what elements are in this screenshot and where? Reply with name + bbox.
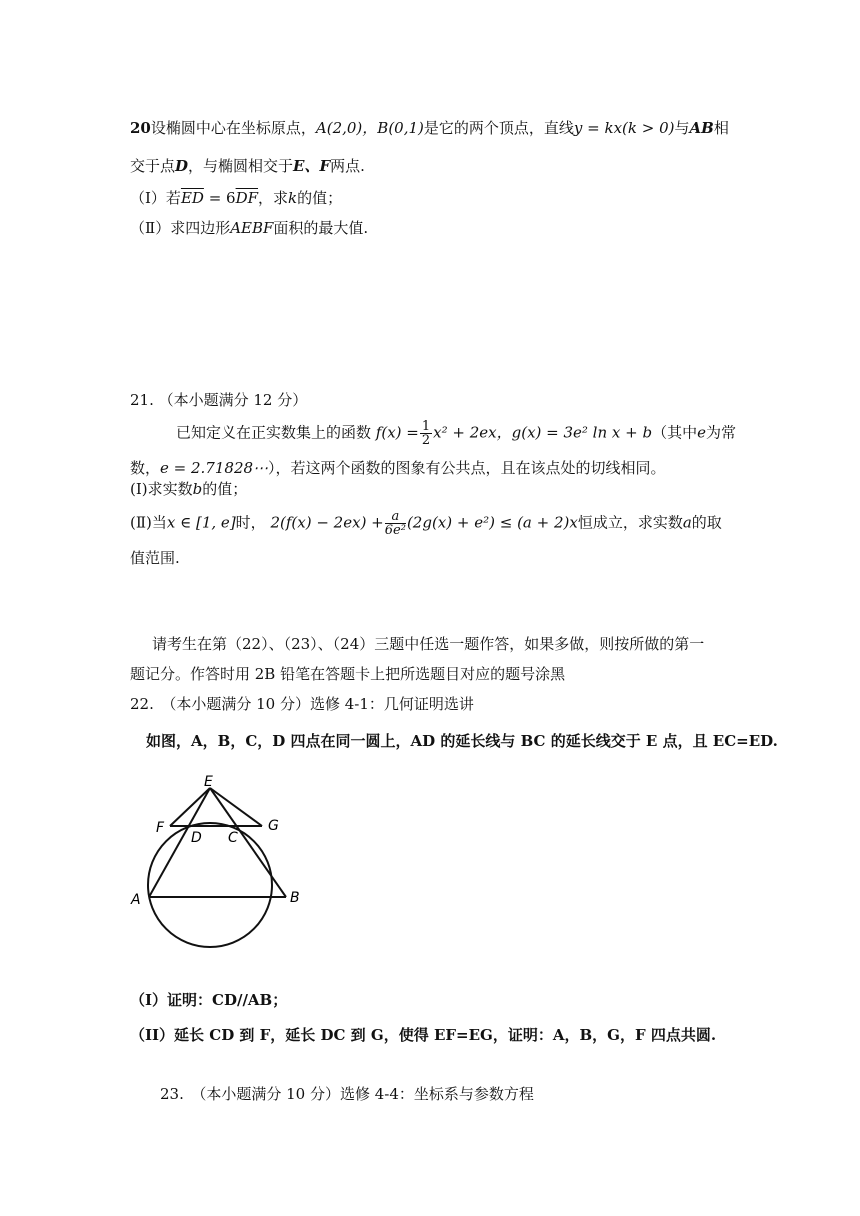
- q21-line-2: 数，e = 2.71828⋯），若这两个函数的图象有公共点，且在该点处的切线相同。: [130, 459, 666, 477]
- q22-part-1: （I）证明：CD//AB；: [130, 991, 288, 1009]
- q21-part-2: (Ⅱ)当x ∈ [1, e]时， 2(f(x) − 2ex) + $\frac{a}{\text{6e²}}$ (2g(x) + e²) ≤ (a + 2)x恒成立，求实数a的取: [130, 509, 722, 538]
- label-D: D: [191, 830, 202, 846]
- q23-heading: 23. （本小题满分 10 分）选修 4-4：坐标系与参数方程: [160, 1085, 534, 1103]
- fraction-a-over-6e2: $\frac{a}{\text{6e²}}$: [384, 509, 406, 538]
- q22-heading: 22. （本小题满分 10 分）选修 4-1：几何证明选讲: [130, 695, 474, 713]
- fraction-half: $\frac{1}{2}$: [421, 419, 431, 448]
- q20-part-1: （Ⅰ）若$\overline{ED} = 6\overline{DF}$，求k的值；: [130, 189, 343, 207]
- segment-EF: [170, 788, 210, 826]
- label-C: C: [228, 830, 238, 846]
- geometry-figure: [128, 772, 308, 982]
- label-E: E: [204, 774, 213, 790]
- q20-part-2: （Ⅱ）求四边形AEBF面积的最大值.: [130, 219, 369, 237]
- label-F: F: [156, 820, 165, 836]
- q21-heading: 21. （本小题满分 12 分）: [130, 391, 308, 409]
- q20-line-1: 20设椭圆中心在坐标原点，A(2,0)，B(0,1)是它的两个顶点，直线y = kx(k > 0)与AB相: [130, 119, 729, 137]
- q20-number: 20: [130, 119, 151, 137]
- label-B: B: [290, 890, 300, 906]
- instruction-line-1: 请考生在第（22）、（23）、（24）三题中任选一题作答，如果多做，则按所做的第一: [152, 635, 705, 653]
- label-A: A: [131, 892, 141, 908]
- segment-EG: [210, 788, 262, 826]
- q21-part-1: (Ⅰ)求实数b的值；: [130, 480, 248, 498]
- instruction-line-2: 题记分。作答时用 2B 铅笔在答题卡上把所选题目对应的题号涂黑: [130, 665, 566, 683]
- circle: [148, 823, 272, 947]
- segment-EB: [210, 788, 286, 897]
- q22-part-2: （II）延长 CD 到 F，延长 DC 到 G，使得 EF=EG，证明：A，B，G，F 四点共圆.: [130, 1026, 717, 1044]
- q22-description: 如图，A，B，C，D 四点在同一圆上，AD 的延长线与 BC 的延长线交于 E 点，且 EC=ED.: [146, 732, 778, 750]
- q21-line-1: 已知定义在正实数集上的函数 f(x) = $\frac{1}{2}$ x² + 2ex，g(x) = 3e² ln x + b（其中e为常: [176, 419, 736, 448]
- label-G: G: [268, 818, 279, 834]
- q21-line-5: 值范围.: [130, 549, 180, 567]
- q20-line-2: 交于点D，与椭圆相交于E、F两点.: [130, 157, 365, 175]
